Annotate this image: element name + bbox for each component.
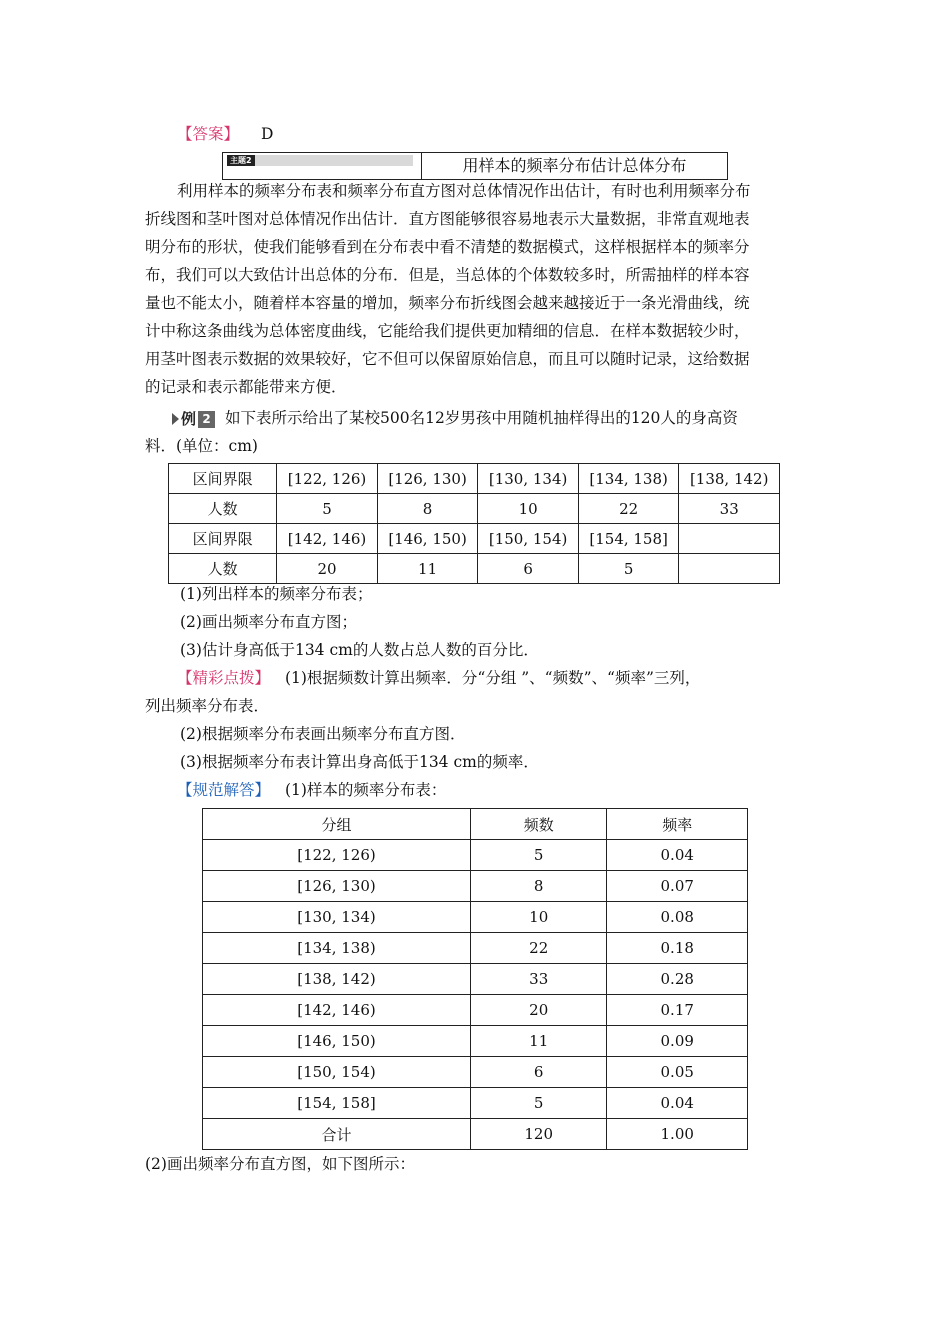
table-cell: [126, 130) — [377, 464, 478, 494]
intro-line: 计中称这条曲线为总体密度曲线，它能给我们提供更加精细的信息．在样本数据较少时， — [145, 322, 750, 340]
hint-line-2: 列出频率分布表． — [145, 697, 270, 715]
intro-line: 布，我们可以大致估计出总体的分布．但是，当总体的个体数较多时，所需抽样的样本容 — [145, 266, 750, 284]
solution-line — [177, 776, 842, 804]
table-cell: 8 — [377, 494, 478, 524]
table-row — [203, 964, 748, 995]
table-cell: [146, 150) — [377, 524, 478, 554]
table-cell: 合计 — [203, 1119, 471, 1150]
example-tag-number: 2 — [198, 411, 215, 428]
table-cell: 人数 — [169, 494, 277, 524]
column-header: 分组 — [203, 809, 471, 840]
table-row — [203, 902, 748, 933]
table-row — [203, 840, 748, 871]
table-row — [169, 494, 780, 524]
topic-title: 用样本的频率分布估计总体分布 — [462, 156, 687, 175]
table-cell: [142, 146) — [277, 524, 378, 554]
table-row — [169, 524, 780, 554]
play-arrow-icon — [172, 413, 179, 425]
table-cell: [138, 142) — [679, 464, 780, 494]
table-cell: [130, 134) — [203, 902, 471, 933]
intro-line: 量也不能太小，随着样本容量的增加，频率分布折线图会越来越接近于一条光滑曲线，统 — [145, 294, 750, 312]
table-cell: [134, 138) — [578, 464, 679, 494]
table-header-row — [203, 809, 748, 840]
table-cell: 5 — [470, 840, 607, 871]
hint-line — [177, 664, 842, 692]
example-line-2: 料．(单位：cm) — [145, 437, 258, 455]
table-cell: 22 — [470, 933, 607, 964]
intro-line: 明分布的形状，使我们能够看到在分布表中看不清楚的数据模式，这样根据样本的频率分 — [145, 238, 750, 256]
table-cell: 20 — [277, 554, 378, 584]
solution-text: (1)样本的频率分布表： — [284, 781, 447, 799]
table-cell: [134, 138) — [203, 933, 471, 964]
table-cell: 0.07 — [607, 871, 748, 902]
table-row — [169, 464, 780, 494]
intro-line: 折线图和茎叶图对总体情况作出估计．直方图能够很容易地表示大量数据，非常直观地表 — [145, 210, 750, 228]
table-cell: 0.04 — [607, 840, 748, 871]
column-header: 频率 — [607, 809, 748, 840]
solution-after-table: (2)画出频率分布直方图，如下图所示： — [145, 1155, 415, 1173]
table-cell: [150, 154) — [203, 1057, 471, 1088]
table-cell: [138, 142) — [203, 964, 471, 995]
intro-line: 用茎叶图表示数据的效果较好，它不但可以保留原始信息，而且可以随时记录，这给数据 — [145, 350, 750, 368]
example-tag-text: 例 — [181, 410, 197, 428]
table-cell: 20 — [470, 995, 607, 1026]
intro-line: 的记录和表示都能带来方便． — [145, 378, 347, 396]
hint-line-4: (3)根据频率分布表计算出身高低于134 cm的频率． — [180, 753, 539, 771]
table-cell: 120 — [470, 1119, 607, 1150]
table-cell: 5 — [277, 494, 378, 524]
example-text: 如下表所示给出了某校500名12岁男孩中用随机抽样得出的120人的身高资 — [225, 409, 738, 427]
answer-value: D — [261, 125, 274, 143]
example-badge — [172, 405, 215, 433]
table-cell — [679, 524, 780, 554]
table-cell: 0.09 — [607, 1026, 748, 1057]
question-item: (1)列出样本的频率分布表； — [180, 585, 373, 603]
table-row — [169, 554, 780, 584]
answer-label: 【答案】 — [177, 125, 240, 143]
answer-line — [177, 120, 273, 148]
question-item: (3)估计身高低于134 cm的人数占总人数的百分比． — [180, 641, 539, 659]
table-cell: 5 — [470, 1088, 607, 1119]
table-cell: 11 — [377, 554, 478, 584]
column-header: 频数 — [470, 809, 607, 840]
table-cell: [154, 158] — [203, 1088, 471, 1119]
table-cell: [130, 134) — [478, 464, 579, 494]
frequency-table — [202, 808, 748, 1150]
height-data-table — [168, 463, 780, 584]
table-cell: 区间界限 — [169, 524, 277, 554]
hint-label: 【精彩点拨】 — [177, 669, 271, 687]
table-cell: 1.00 — [607, 1119, 748, 1150]
solution-label: 【规范解答】 — [177, 781, 271, 799]
table-cell: 0.17 — [607, 995, 748, 1026]
table-cell: 33 — [679, 494, 780, 524]
table-row — [203, 933, 748, 964]
intro-line: 利用样本的频率分布表和频率分布直方图对总体情况作出估计，有时也利用频率分布 — [177, 182, 751, 200]
table-cell — [679, 554, 780, 584]
table-cell: [154, 158] — [578, 524, 679, 554]
example-line — [172, 404, 837, 433]
table-row — [203, 1057, 748, 1088]
table-cell: 33 — [470, 964, 607, 995]
table-cell: 5 — [578, 554, 679, 584]
table-cell: 6 — [470, 1057, 607, 1088]
topic-badge: 主题2 — [227, 155, 255, 166]
table-cell: [146, 150) — [203, 1026, 471, 1057]
table-cell: 0.05 — [607, 1057, 748, 1088]
table-row — [203, 1088, 748, 1119]
hint-line-3: (2)根据频率分布表画出频率分布直方图． — [180, 725, 466, 743]
table-cell: [150, 154) — [478, 524, 579, 554]
table-row — [203, 871, 748, 902]
table-cell: 人数 — [169, 554, 277, 584]
topic-header — [222, 152, 728, 180]
question-item: (2)画出频率分布直方图； — [180, 613, 357, 631]
table-cell: 0.18 — [607, 933, 748, 964]
table-cell: 10 — [478, 494, 579, 524]
table-cell: 10 — [470, 902, 607, 933]
table-cell: 0.28 — [607, 964, 748, 995]
table-cell: [142, 146) — [203, 995, 471, 1026]
topic-banner — [223, 153, 422, 179]
topic-bar-decoration — [227, 155, 413, 166]
table-row — [203, 995, 748, 1026]
table-cell: 0.08 — [607, 902, 748, 933]
table-cell: 0.04 — [607, 1088, 748, 1119]
table-cell: [126, 130) — [203, 871, 471, 902]
table-cell: [122, 126) — [203, 840, 471, 871]
table-cell: 22 — [578, 494, 679, 524]
table-cell: 11 — [470, 1026, 607, 1057]
table-cell: [122, 126) — [277, 464, 378, 494]
hint-text: (1)根据频数计算出频率．分“分组 ”、“频数”、“频率”三列， — [284, 669, 701, 687]
table-cell: 6 — [478, 554, 579, 584]
table-total-row — [203, 1119, 748, 1150]
table-row — [203, 1026, 748, 1057]
table-cell: 区间界限 — [169, 464, 277, 494]
table-cell: 8 — [470, 871, 607, 902]
